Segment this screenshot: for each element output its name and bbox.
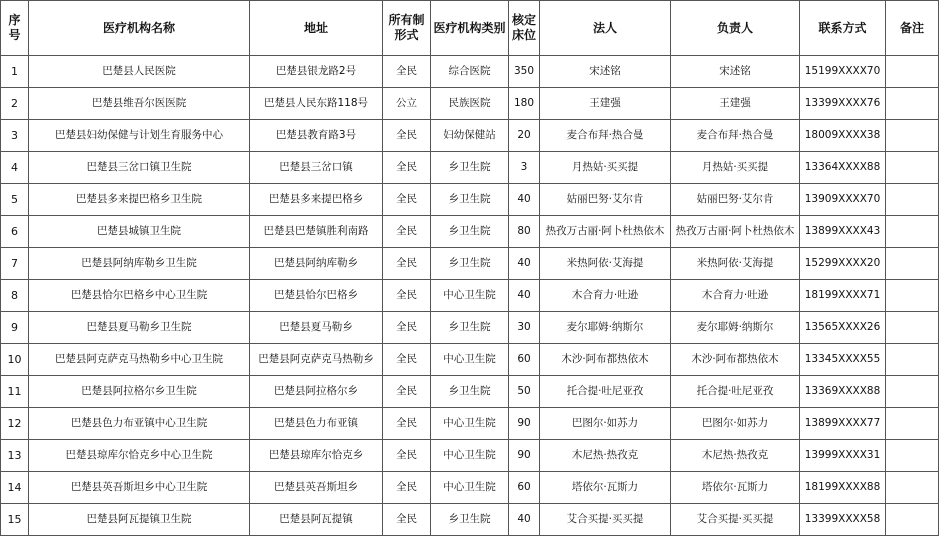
cell-contact: 18009XXXX38 bbox=[800, 120, 886, 152]
cell-contact: 13369XXXX88 bbox=[800, 376, 886, 408]
cell-legal-person: 麦合布拜·热合曼 bbox=[540, 120, 671, 152]
cell-beds: 40 bbox=[509, 248, 540, 280]
cell-category: 乡卫生院 bbox=[431, 216, 509, 248]
cell-category: 综合医院 bbox=[431, 56, 509, 88]
cell-legal-person: 木合育力·吐逊 bbox=[540, 280, 671, 312]
cell-legal-person: 米热阿依·艾海提 bbox=[540, 248, 671, 280]
cell-address: 巴楚县阿克萨克马热勒乡 bbox=[250, 344, 383, 376]
cell-category: 中心卫生院 bbox=[431, 472, 509, 504]
header-beds: 核定床位 bbox=[509, 1, 540, 56]
table-row bbox=[1, 408, 939, 440]
cell-address: 巴楚县琼库尔恰克乡 bbox=[250, 440, 383, 472]
cell-beds: 3 bbox=[509, 152, 540, 184]
cell-institution-name: 巴楚县阿拉格尔乡卫生院 bbox=[29, 376, 250, 408]
cell-contact: 13565XXXX26 bbox=[800, 312, 886, 344]
cell-index: 3 bbox=[1, 120, 29, 152]
cell-address: 巴楚县色力布亚镇 bbox=[250, 408, 383, 440]
cell-category: 乡卫生院 bbox=[431, 184, 509, 216]
cell-beds: 350 bbox=[509, 56, 540, 88]
cell-person-in-charge: 艾合买提·买买提 bbox=[671, 504, 800, 536]
cell-category: 中心卫生院 bbox=[431, 440, 509, 472]
cell-institution-name: 巴楚县阿纳库勒乡卫生院 bbox=[29, 248, 250, 280]
cell-ownership: 公立 bbox=[383, 88, 431, 120]
cell-remarks bbox=[886, 120, 939, 152]
table-row bbox=[1, 152, 939, 184]
header-institution-name: 医疗机构名称 bbox=[29, 1, 250, 56]
cell-index: 2 bbox=[1, 88, 29, 120]
header-index: 序号 bbox=[1, 1, 29, 56]
cell-remarks bbox=[886, 344, 939, 376]
cell-ownership: 全民 bbox=[383, 120, 431, 152]
cell-remarks bbox=[886, 216, 939, 248]
cell-category: 乡卫生院 bbox=[431, 376, 509, 408]
table-row bbox=[1, 472, 939, 504]
cell-person-in-charge: 麦尔耶姆·纳斯尔 bbox=[671, 312, 800, 344]
cell-ownership: 全民 bbox=[383, 152, 431, 184]
cell-legal-person: 月热姑·买买提 bbox=[540, 152, 671, 184]
cell-remarks bbox=[886, 312, 939, 344]
cell-address: 巴楚县银龙路2号 bbox=[250, 56, 383, 88]
cell-contact: 13909XXXX70 bbox=[800, 184, 886, 216]
cell-ownership: 全民 bbox=[383, 56, 431, 88]
cell-address: 巴楚县阿瓦提镇 bbox=[250, 504, 383, 536]
cell-contact: 13364XXXX88 bbox=[800, 152, 886, 184]
cell-index: 11 bbox=[1, 376, 29, 408]
cell-address: 巴楚县夏马勒乡 bbox=[250, 312, 383, 344]
cell-beds: 60 bbox=[509, 472, 540, 504]
cell-legal-person: 王建强 bbox=[540, 88, 671, 120]
table-row bbox=[1, 280, 939, 312]
cell-address: 巴楚县教育路3号 bbox=[250, 120, 383, 152]
cell-legal-person: 麦尔耶姆·纳斯尔 bbox=[540, 312, 671, 344]
cell-ownership: 全民 bbox=[383, 216, 431, 248]
table-body bbox=[1, 56, 939, 536]
table-row bbox=[1, 88, 939, 120]
cell-institution-name: 巴楚县阿瓦提镇卫生院 bbox=[29, 504, 250, 536]
cell-legal-person: 木尼热·热孜克 bbox=[540, 440, 671, 472]
cell-remarks bbox=[886, 280, 939, 312]
cell-index: 8 bbox=[1, 280, 29, 312]
cell-ownership: 全民 bbox=[383, 248, 431, 280]
cell-ownership: 全民 bbox=[383, 504, 431, 536]
cell-institution-name: 巴楚县夏马勒乡卫生院 bbox=[29, 312, 250, 344]
table-row bbox=[1, 216, 939, 248]
cell-beds: 40 bbox=[509, 504, 540, 536]
cell-index: 5 bbox=[1, 184, 29, 216]
cell-institution-name: 巴楚县妇幼保健与计划生育服务中心 bbox=[29, 120, 250, 152]
cell-address: 巴楚县阿拉格尔乡 bbox=[250, 376, 383, 408]
cell-ownership: 全民 bbox=[383, 280, 431, 312]
cell-category: 乡卫生院 bbox=[431, 312, 509, 344]
cell-beds: 90 bbox=[509, 408, 540, 440]
cell-ownership: 全民 bbox=[383, 344, 431, 376]
cell-address: 巴楚县人民东路118号 bbox=[250, 88, 383, 120]
table-row bbox=[1, 344, 939, 376]
cell-remarks bbox=[886, 88, 939, 120]
cell-person-in-charge: 姑丽巴努·艾尔肯 bbox=[671, 184, 800, 216]
cell-address: 巴楚县英吾斯坦乡 bbox=[250, 472, 383, 504]
cell-institution-name: 巴楚县人民医院 bbox=[29, 56, 250, 88]
cell-category: 中心卫生院 bbox=[431, 280, 509, 312]
cell-index: 14 bbox=[1, 472, 29, 504]
table-row bbox=[1, 184, 939, 216]
cell-person-in-charge: 热孜万古丽·阿卜杜热依木 bbox=[671, 216, 800, 248]
cell-contact: 13399XXXX76 bbox=[800, 88, 886, 120]
header-contact: 联系方式 bbox=[800, 1, 886, 56]
cell-index: 1 bbox=[1, 56, 29, 88]
cell-remarks bbox=[886, 56, 939, 88]
cell-index: 9 bbox=[1, 312, 29, 344]
header-ownership: 所有制形式 bbox=[383, 1, 431, 56]
header-remarks: 备注 bbox=[886, 1, 939, 56]
cell-address: 巴楚县多来提巴格乡 bbox=[250, 184, 383, 216]
cell-remarks bbox=[886, 376, 939, 408]
cell-remarks bbox=[886, 248, 939, 280]
cell-person-in-charge: 月热姑·买买提 bbox=[671, 152, 800, 184]
cell-contact: 13899XXXX77 bbox=[800, 408, 886, 440]
cell-category: 乡卫生院 bbox=[431, 504, 509, 536]
cell-beds: 20 bbox=[509, 120, 540, 152]
cell-contact: 13399XXXX58 bbox=[800, 504, 886, 536]
cell-person-in-charge: 木沙·阿布都热依木 bbox=[671, 344, 800, 376]
header-address: 地址 bbox=[250, 1, 383, 56]
cell-ownership: 全民 bbox=[383, 312, 431, 344]
cell-remarks bbox=[886, 184, 939, 216]
cell-legal-person: 托合提·吐尼亚孜 bbox=[540, 376, 671, 408]
cell-person-in-charge: 木尼热·热孜克 bbox=[671, 440, 800, 472]
cell-institution-name: 巴楚县恰尔巴格乡中心卫生院 bbox=[29, 280, 250, 312]
cell-remarks bbox=[886, 472, 939, 504]
cell-remarks bbox=[886, 440, 939, 472]
table-row bbox=[1, 504, 939, 536]
cell-legal-person: 木沙·阿布都热依木 bbox=[540, 344, 671, 376]
cell-index: 10 bbox=[1, 344, 29, 376]
cell-legal-person: 热孜万古丽·阿卜杜热依木 bbox=[540, 216, 671, 248]
header-legal-person: 法人 bbox=[540, 1, 671, 56]
cell-contact: 18199XXXX71 bbox=[800, 280, 886, 312]
cell-ownership: 全民 bbox=[383, 472, 431, 504]
cell-index: 12 bbox=[1, 408, 29, 440]
cell-remarks bbox=[886, 504, 939, 536]
cell-contact: 15199XXXX70 bbox=[800, 56, 886, 88]
cell-institution-name: 巴楚县英吾斯坦乡中心卫生院 bbox=[29, 472, 250, 504]
cell-address: 巴楚县阿纳库勒乡 bbox=[250, 248, 383, 280]
cell-institution-name: 巴楚县维吾尔医医院 bbox=[29, 88, 250, 120]
cell-institution-name: 巴楚县阿克萨克马热勒乡中心卫生院 bbox=[29, 344, 250, 376]
cell-contact: 13899XXXX43 bbox=[800, 216, 886, 248]
cell-person-in-charge: 木合育力·吐逊 bbox=[671, 280, 800, 312]
cell-contact: 13999XXXX31 bbox=[800, 440, 886, 472]
cell-ownership: 全民 bbox=[383, 440, 431, 472]
table-row bbox=[1, 376, 939, 408]
cell-legal-person: 宋述铭 bbox=[540, 56, 671, 88]
cell-person-in-charge: 王建强 bbox=[671, 88, 800, 120]
cell-remarks bbox=[886, 408, 939, 440]
header-row bbox=[1, 1, 939, 56]
table-row bbox=[1, 56, 939, 88]
cell-address: 巴楚县恰尔巴格乡 bbox=[250, 280, 383, 312]
cell-legal-person: 巴图尔·如苏力 bbox=[540, 408, 671, 440]
cell-contact: 18199XXXX88 bbox=[800, 472, 886, 504]
cell-beds: 80 bbox=[509, 216, 540, 248]
cell-institution-name: 巴楚县琼库尔恰克乡中心卫生院 bbox=[29, 440, 250, 472]
cell-beds: 40 bbox=[509, 280, 540, 312]
cell-institution-name: 巴楚县三岔口镇卫生院 bbox=[29, 152, 250, 184]
cell-contact: 13345XXXX55 bbox=[800, 344, 886, 376]
cell-remarks bbox=[886, 152, 939, 184]
cell-legal-person: 塔依尔·瓦斯力 bbox=[540, 472, 671, 504]
cell-beds: 180 bbox=[509, 88, 540, 120]
cell-beds: 90 bbox=[509, 440, 540, 472]
table-row bbox=[1, 440, 939, 472]
cell-beds: 60 bbox=[509, 344, 540, 376]
cell-ownership: 全民 bbox=[383, 184, 431, 216]
cell-category: 乡卫生院 bbox=[431, 248, 509, 280]
cell-institution-name: 巴楚县城镇卫生院 bbox=[29, 216, 250, 248]
header-person-in-charge: 负责人 bbox=[671, 1, 800, 56]
cell-address: 巴楚县三岔口镇 bbox=[250, 152, 383, 184]
table-row bbox=[1, 248, 939, 280]
cell-category: 乡卫生院 bbox=[431, 152, 509, 184]
cell-person-in-charge: 麦合布拜·热合曼 bbox=[671, 120, 800, 152]
cell-index: 6 bbox=[1, 216, 29, 248]
cell-person-in-charge: 塔依尔·瓦斯力 bbox=[671, 472, 800, 504]
cell-index: 4 bbox=[1, 152, 29, 184]
cell-institution-name: 巴楚县色力布亚镇中心卫生院 bbox=[29, 408, 250, 440]
table-row bbox=[1, 312, 939, 344]
cell-address: 巴楚县巴楚镇胜利南路 bbox=[250, 216, 383, 248]
cell-legal-person: 姑丽巴努·艾尔肯 bbox=[540, 184, 671, 216]
cell-ownership: 全民 bbox=[383, 408, 431, 440]
cell-beds: 40 bbox=[509, 184, 540, 216]
cell-institution-name: 巴楚县多来提巴格乡卫生院 bbox=[29, 184, 250, 216]
cell-category: 妇幼保健站 bbox=[431, 120, 509, 152]
header-category: 医疗机构类别 bbox=[431, 1, 509, 56]
cell-index: 13 bbox=[1, 440, 29, 472]
cell-person-in-charge: 托合提·吐尼亚孜 bbox=[671, 376, 800, 408]
cell-index: 7 bbox=[1, 248, 29, 280]
cell-person-in-charge: 宋述铭 bbox=[671, 56, 800, 88]
cell-category: 中心卫生院 bbox=[431, 344, 509, 376]
cell-category: 民族医院 bbox=[431, 88, 509, 120]
cell-beds: 50 bbox=[509, 376, 540, 408]
cell-legal-person: 艾合买提·买买提 bbox=[540, 504, 671, 536]
cell-beds: 30 bbox=[509, 312, 540, 344]
cell-person-in-charge: 巴图尔·如苏力 bbox=[671, 408, 800, 440]
cell-person-in-charge: 米热阿依·艾海提 bbox=[671, 248, 800, 280]
cell-contact: 15299XXXX20 bbox=[800, 248, 886, 280]
cell-ownership: 全民 bbox=[383, 376, 431, 408]
cell-index: 15 bbox=[1, 504, 29, 536]
table-row bbox=[1, 120, 939, 152]
cell-category: 中心卫生院 bbox=[431, 408, 509, 440]
